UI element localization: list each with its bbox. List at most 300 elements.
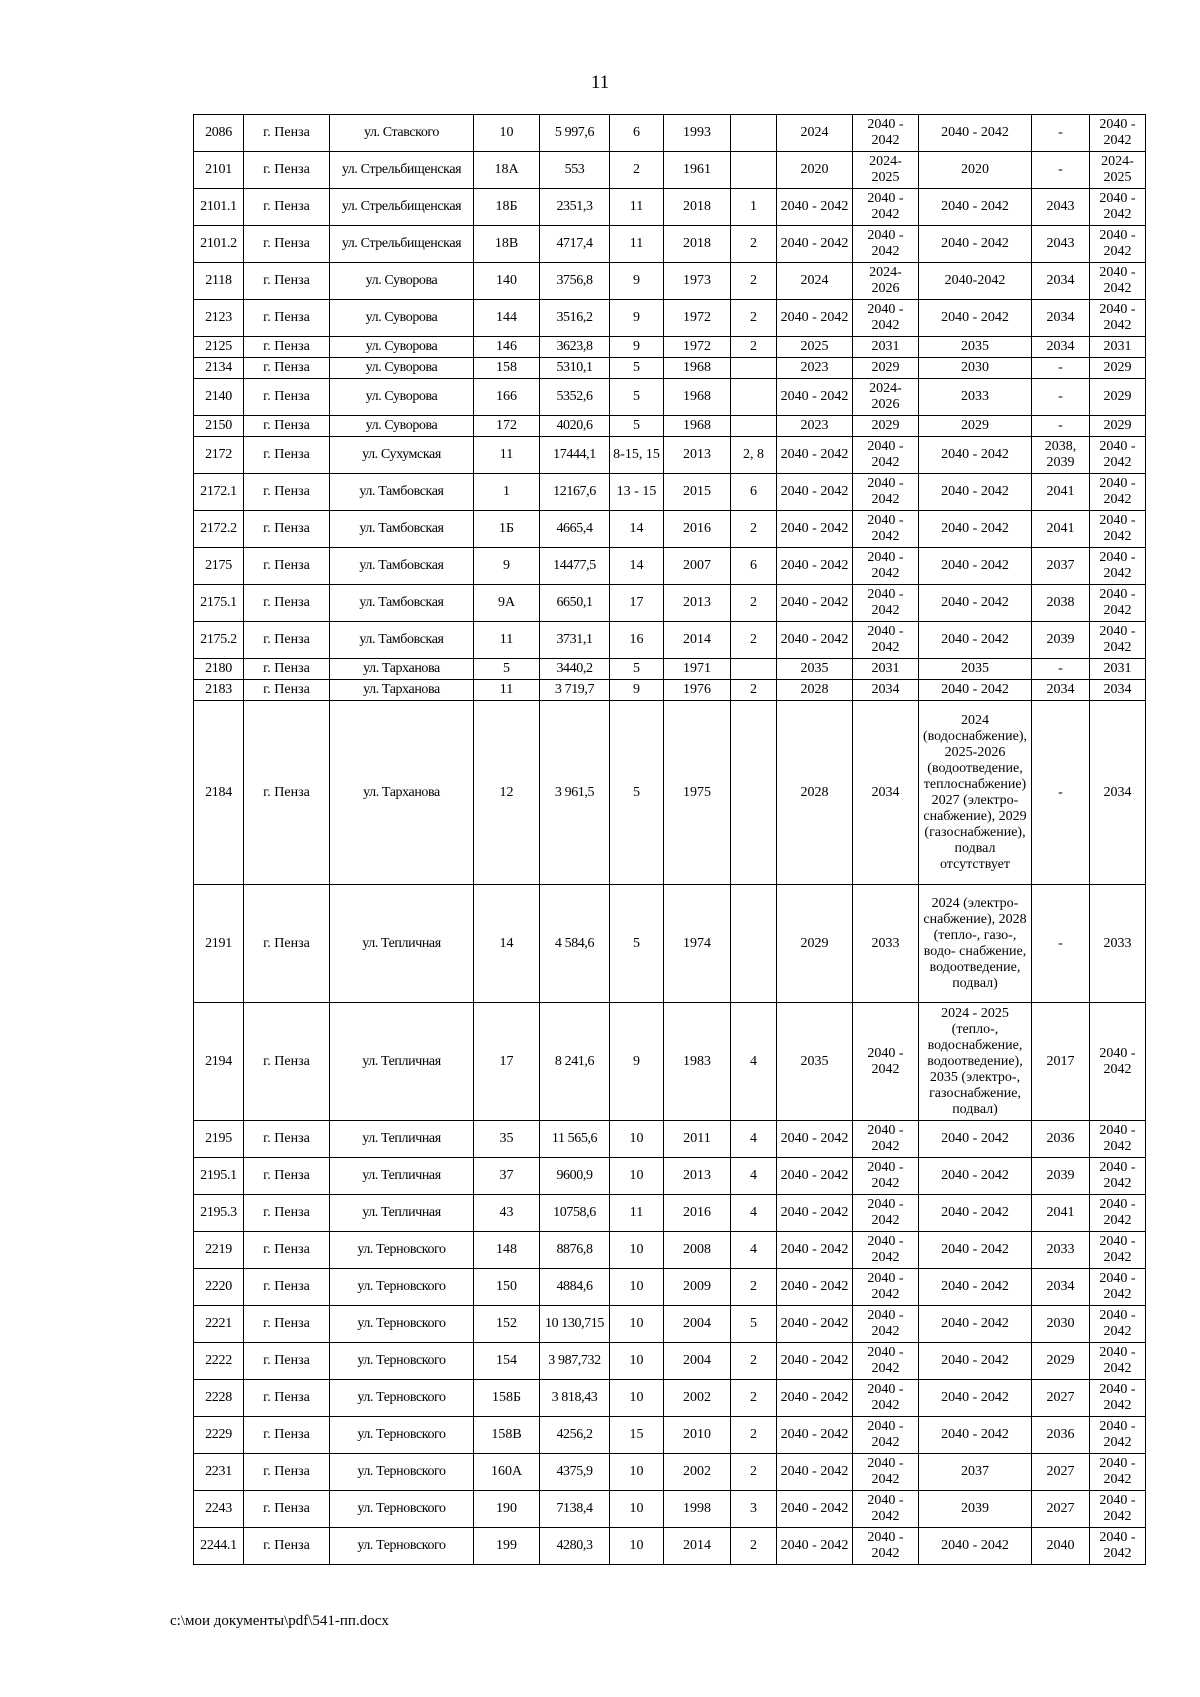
table-cell: 2040 - 2042 (777, 1269, 853, 1306)
table-cell: 10 (610, 1121, 664, 1158)
table-cell: 2040 - 2042 (777, 1121, 853, 1158)
table-cell: 11 (474, 680, 540, 701)
table-cell: 2101.1 (194, 189, 244, 226)
table-cell: 2125 (194, 337, 244, 358)
table-cell: 2040 - 2042 (777, 1306, 853, 1343)
table-cell: 2039 (1032, 622, 1090, 659)
table-cell: 4 584,6 (540, 885, 610, 1003)
table-cell: г. Пенза (244, 300, 330, 337)
table-cell: 2024 (777, 115, 853, 152)
table-cell: 10758,6 (540, 1195, 610, 1232)
table-cell: 18В (474, 226, 540, 263)
table-cell: ул. Тамбовская (330, 474, 474, 511)
table-cell: 1961 (664, 152, 731, 189)
table-cell: г. Пенза (244, 1528, 330, 1565)
table-cell: г. Пенза (244, 115, 330, 152)
table-cell: 3 961,5 (540, 701, 610, 885)
table-cell: 14 (610, 511, 664, 548)
table-cell: 2040 - 2042 (919, 1528, 1032, 1565)
table-cell: 2011 (664, 1121, 731, 1158)
table-cell: 2040 - 2042 (919, 680, 1032, 701)
table-cell: 2004 (664, 1306, 731, 1343)
table-cell: 2086 (194, 115, 244, 152)
table-cell: 5 (610, 379, 664, 416)
table-cell: 1976 (664, 680, 731, 701)
table-cell: 160А (474, 1454, 540, 1491)
table-cell: 2 (731, 1269, 777, 1306)
table-cell: 3440,2 (540, 659, 610, 680)
table-cell: 2041 (1032, 474, 1090, 511)
table-cell: 2014 (664, 622, 731, 659)
table-cell: 2040 - 2042 (1090, 189, 1146, 226)
table-cell (731, 701, 777, 885)
table-cell: 2025 (777, 337, 853, 358)
table-cell: 4020,6 (540, 416, 610, 437)
table-cell: 4256,2 (540, 1417, 610, 1454)
table-cell (731, 659, 777, 680)
table-cell: 13 - 15 (610, 474, 664, 511)
table-cell: 2040 - 2042 (1090, 226, 1146, 263)
table-cell: ул. Терновского (330, 1454, 474, 1491)
table-cell: 17444,1 (540, 437, 610, 474)
table-row (194, 1417, 1146, 1454)
table-cell: 2015 (664, 474, 731, 511)
table-cell: 2040-2042 (919, 263, 1032, 300)
table-cell: 2 (731, 680, 777, 701)
table-cell: 2040 - 2042 (777, 1380, 853, 1417)
table-cell: 2007 (664, 548, 731, 585)
table-cell: 16 (610, 622, 664, 659)
table-cell: 2027 (1032, 1454, 1090, 1491)
table-cell: 2040 - 2042 (1090, 115, 1146, 152)
table-cell: 2020 (777, 152, 853, 189)
table-cell: г. Пенза (244, 1158, 330, 1195)
table-cell: 2023 (777, 358, 853, 379)
table-cell: 2040 - 2042 (777, 585, 853, 622)
table-cell: ул. Терновского (330, 1380, 474, 1417)
table-cell: г. Пенза (244, 416, 330, 437)
table-cell: 2 (731, 1343, 777, 1380)
table-cell: 2040 - 2042 (853, 226, 919, 263)
table-cell: 1Б (474, 511, 540, 548)
table-cell: 10 (610, 1528, 664, 1565)
table-cell: ул. Суворова (330, 263, 474, 300)
table-cell: 11 (474, 437, 540, 474)
table-cell: 5352,6 (540, 379, 610, 416)
table-cell: 2040 - 2042 (919, 1306, 1032, 1343)
table-cell: 199 (474, 1528, 540, 1565)
table-cell: 158Б (474, 1380, 540, 1417)
table-cell: 2 (731, 511, 777, 548)
table-cell: 2040 - 2042 (853, 1380, 919, 1417)
table-cell: ул. Тепличная (330, 1195, 474, 1232)
table-cell: 2040 - 2042 (919, 548, 1032, 585)
table-cell: 2040 - 2042 (919, 300, 1032, 337)
table-cell: г. Пенза (244, 1195, 330, 1232)
table-cell: 2029 (919, 416, 1032, 437)
table-cell: 2023 (777, 416, 853, 437)
table-cell: ул. Терновского (330, 1343, 474, 1380)
table-row (194, 1491, 1146, 1528)
table-cell: 2040 - 2042 (919, 437, 1032, 474)
table-cell: - (1032, 659, 1090, 680)
table-cell: 2040 - 2042 (1090, 300, 1146, 337)
table-cell: 2038 (1032, 585, 1090, 622)
table-row (194, 115, 1146, 152)
table-cell: 2035 (919, 659, 1032, 680)
table-cell: 2040 - 2042 (1090, 1343, 1146, 1380)
table-cell: ул. Тамбовская (330, 548, 474, 585)
table-cell: 2027 (1032, 1491, 1090, 1528)
table-cell: 2028 (777, 680, 853, 701)
table-cell: 2 (731, 337, 777, 358)
table-cell: 2140 (194, 379, 244, 416)
table-cell: 2013 (664, 437, 731, 474)
table-cell: 2041 (1032, 1195, 1090, 1232)
table-cell: ул. Суворова (330, 300, 474, 337)
table-row (194, 358, 1146, 379)
table-cell: ул. Тепличная (330, 885, 474, 1003)
table-cell: 2016 (664, 511, 731, 548)
table-cell: 2040 (1032, 1528, 1090, 1565)
table-cell: 2031 (853, 659, 919, 680)
table-cell: 2 (731, 622, 777, 659)
table-cell: 18А (474, 152, 540, 189)
table-cell: 43 (474, 1195, 540, 1232)
table-cell: 2040 - 2042 (853, 585, 919, 622)
table-cell: 2040 - 2042 (919, 1158, 1032, 1195)
table-row (194, 416, 1146, 437)
table-row (194, 1195, 1146, 1232)
table-cell: 2034 (1090, 680, 1146, 701)
table-cell: 2004 (664, 1343, 731, 1380)
table-cell: 2034 (1032, 337, 1090, 358)
table-cell: 2172.1 (194, 474, 244, 511)
table-cell: 11 (610, 226, 664, 263)
table-cell: г. Пенза (244, 885, 330, 1003)
table-cell: 5 (610, 885, 664, 1003)
table-cell: 2040 - 2042 (1090, 437, 1146, 474)
table-cell: ул. Тамбовская (330, 622, 474, 659)
table-cell: 2 (731, 300, 777, 337)
table-cell: 11 (610, 189, 664, 226)
table-row (194, 337, 1146, 358)
table-cell: 10 (610, 1343, 664, 1380)
table-row (194, 1454, 1146, 1491)
table-cell: 9 (610, 337, 664, 358)
table-cell: 2244.1 (194, 1528, 244, 1565)
table-cell: 10 (610, 1269, 664, 1306)
table-cell: 2150 (194, 416, 244, 437)
table-cell: 2040 - 2042 (853, 115, 919, 152)
table-row (194, 1343, 1146, 1380)
table-cell: 2 (731, 1454, 777, 1491)
table-cell: 2040 - 2042 (1090, 1195, 1146, 1232)
table-cell: 2040 - 2042 (777, 548, 853, 585)
table-cell: 2009 (664, 1269, 731, 1306)
table-cell: 2 (731, 1528, 777, 1565)
table-cell: 2040 - 2042 (777, 1343, 853, 1380)
table-cell: г. Пенза (244, 1121, 330, 1158)
table-cell: 2040 - 2042 (853, 474, 919, 511)
table-cell: 9 (610, 680, 664, 701)
table-cell: 158В (474, 1417, 540, 1454)
table-cell: 5310,1 (540, 358, 610, 379)
table-cell: 2243 (194, 1491, 244, 1528)
table-row (194, 1528, 1146, 1565)
table-cell: 6 (731, 474, 777, 511)
table-cell: ул. Терновского (330, 1232, 474, 1269)
table-cell: ул. Тамбовская (330, 511, 474, 548)
table-cell: 2040 - 2042 (919, 226, 1032, 263)
table-cell: г. Пенза (244, 1269, 330, 1306)
table-cell: 2040 - 2042 (777, 1417, 853, 1454)
table-cell: г. Пенза (244, 152, 330, 189)
table-cell: 2 (731, 226, 777, 263)
table-cell: 150 (474, 1269, 540, 1306)
table-cell: 2040 - 2042 (919, 585, 1032, 622)
table-cell: 2034 (853, 701, 919, 885)
table-row (194, 226, 1146, 263)
table-cell: 2027 (1032, 1380, 1090, 1417)
table-cell: 37 (474, 1158, 540, 1195)
table-cell: ул. Стрельбищенская (330, 152, 474, 189)
table-cell: г. Пенза (244, 701, 330, 885)
table-cell: 4 (731, 1158, 777, 1195)
table-cell: 2040 - 2042 (1090, 585, 1146, 622)
table-cell: 2038, 2039 (1032, 437, 1090, 474)
table-cell: 11 (610, 1195, 664, 1232)
table-cell: 2039 (1032, 1158, 1090, 1195)
table-cell: 8 241,6 (540, 1003, 610, 1121)
table-cell: 148 (474, 1232, 540, 1269)
table-cell: 2024- 2025 (1090, 152, 1146, 189)
table-cell: 3 987,732 (540, 1343, 610, 1380)
table-cell: 2037 (1032, 548, 1090, 585)
table-cell: 10 130,715 (540, 1306, 610, 1343)
table-cell: 2040 - 2042 (853, 1491, 919, 1528)
table-cell: ул. Терновского (330, 1269, 474, 1306)
table-cell: ул. Терновского (330, 1306, 474, 1343)
table-cell: 2040 - 2042 (919, 1380, 1032, 1417)
table-cell: 2024- 2026 (853, 379, 919, 416)
table-cell: 2195.1 (194, 1158, 244, 1195)
table-cell: 2017 (1032, 1003, 1090, 1121)
table-row (194, 548, 1146, 585)
table-cell: - (1032, 379, 1090, 416)
table-cell: ул. Терновского (330, 1491, 474, 1528)
table-cell: 2351,3 (540, 189, 610, 226)
table-cell: ул. Ставского (330, 115, 474, 152)
table-cell: 2039 (919, 1491, 1032, 1528)
table-cell: 2040 - 2042 (777, 189, 853, 226)
table-cell (731, 115, 777, 152)
table-cell: 2040 - 2042 (853, 1195, 919, 1232)
table-cell: 12167,6 (540, 474, 610, 511)
table-cell: 2034 (1090, 701, 1146, 885)
table-cell: 2040 - 2042 (777, 1195, 853, 1232)
table-cell: 3 818,43 (540, 1380, 610, 1417)
table-row (194, 659, 1146, 680)
table-cell: 2040 - 2042 (919, 511, 1032, 548)
table-cell: 2041 (1032, 511, 1090, 548)
table-cell: 146 (474, 337, 540, 358)
table-cell: 2013 (664, 585, 731, 622)
table-cell: 4 (731, 1195, 777, 1232)
table-cell: 2024 (водоснабжение), 2025-2026 (водоотведение, теплоснабжение) 2027 (электро- снабжение), 2029 (газоснабжение), подвал отсутствует (919, 701, 1032, 885)
table-row (194, 1121, 1146, 1158)
table-cell: 2175 (194, 548, 244, 585)
table-cell: 5 (610, 701, 664, 885)
table-cell: 2040 - 2042 (853, 1306, 919, 1343)
table-row (194, 474, 1146, 511)
table-cell: г. Пенза (244, 189, 330, 226)
table-cell: 2040 - 2042 (1090, 1491, 1146, 1528)
table-cell: 154 (474, 1343, 540, 1380)
table-cell: 2040 - 2042 (853, 189, 919, 226)
table-cell: 2172 (194, 437, 244, 474)
table-row (194, 152, 1146, 189)
table-cell: 2040 - 2042 (853, 1158, 919, 1195)
table-cell: 2040 - 2042 (853, 437, 919, 474)
table-cell: 2040 - 2042 (1090, 1121, 1146, 1158)
table-cell: 2040 - 2042 (1090, 1003, 1146, 1121)
table-cell: 1 (474, 474, 540, 511)
table-cell: 4 (731, 1232, 777, 1269)
table-cell: 2031 (1090, 659, 1146, 680)
table-cell: 6 (610, 115, 664, 152)
table-cell: 2043 (1032, 189, 1090, 226)
table-cell: 2029 (777, 885, 853, 1003)
table-cell: 10 (474, 115, 540, 152)
table-cell: 1998 (664, 1491, 731, 1528)
table-cell: 2024- 2025 (853, 152, 919, 189)
table-cell: 2031 (853, 337, 919, 358)
table-cell: 553 (540, 152, 610, 189)
table-cell: 2040 - 2042 (1090, 474, 1146, 511)
table-cell: 2 (610, 152, 664, 189)
table-cell: 2033 (853, 885, 919, 1003)
table-cell: 8-15, 15 (610, 437, 664, 474)
table-cell: 2040 - 2042 (919, 474, 1032, 511)
table-cell: 6 (731, 548, 777, 585)
table-cell: 2016 (664, 1195, 731, 1232)
table-cell: 2040 - 2042 (1090, 1417, 1146, 1454)
table-cell: г. Пенза (244, 337, 330, 358)
table-cell: 3623,8 (540, 337, 610, 358)
table-cell: 4 (731, 1003, 777, 1121)
table-cell: 10 (610, 1306, 664, 1343)
table-cell: 17 (610, 585, 664, 622)
table-cell: ул. Суворова (330, 337, 474, 358)
table-cell: 2195.3 (194, 1195, 244, 1232)
table-cell: 2180 (194, 659, 244, 680)
table-cell: 2172.2 (194, 511, 244, 548)
table-cell: 1972 (664, 337, 731, 358)
table-cell: 2118 (194, 263, 244, 300)
table-cell: 1993 (664, 115, 731, 152)
table-cell: 1974 (664, 885, 731, 1003)
table-cell: 2040 - 2042 (1090, 1269, 1146, 1306)
table-cell: 5 (474, 659, 540, 680)
table-cell: 2040 - 2042 (853, 1269, 919, 1306)
table-cell: 4375,9 (540, 1454, 610, 1491)
table-cell: г. Пенза (244, 263, 330, 300)
table-cell: 2043 (1032, 226, 1090, 263)
table-cell: 2036 (1032, 1121, 1090, 1158)
table-cell: 2036 (1032, 1417, 1090, 1454)
table-cell: ул. Терновского (330, 1528, 474, 1565)
table-cell: 3 719,7 (540, 680, 610, 701)
table-cell: 2040 - 2042 (919, 189, 1032, 226)
table-cell: 158 (474, 358, 540, 379)
table-cell: 2175.1 (194, 585, 244, 622)
table-cell: 1968 (664, 358, 731, 379)
table-cell: 2034 (1032, 1269, 1090, 1306)
table-row (194, 885, 1146, 1003)
table-cell: 2040 - 2042 (853, 300, 919, 337)
table-row (194, 189, 1146, 226)
table-cell: 140 (474, 263, 540, 300)
table-cell: 3731,1 (540, 622, 610, 659)
table-cell: ул. Тарханова (330, 680, 474, 701)
table-cell: 9600,9 (540, 1158, 610, 1195)
table-cell: 15 (610, 1417, 664, 1454)
table-cell: 2040 - 2042 (777, 1491, 853, 1528)
table-cell: 2175.2 (194, 622, 244, 659)
table-cell: ул. Тепличная (330, 1158, 474, 1195)
table-cell: 2221 (194, 1306, 244, 1343)
table-cell: ул. Суворова (330, 358, 474, 379)
table-cell: 1 (731, 189, 777, 226)
table-cell: 2035 (919, 337, 1032, 358)
table-cell: 2040 - 2042 (919, 622, 1032, 659)
table-cell: 2 (731, 263, 777, 300)
table-cell: 2033 (1032, 1232, 1090, 1269)
table-cell: 2033 (1090, 885, 1146, 1003)
table-cell: 2040 - 2042 (777, 1158, 853, 1195)
table-cell: 2040 - 2042 (777, 300, 853, 337)
table-cell: 8876,8 (540, 1232, 610, 1269)
table-cell: 2029 (1032, 1343, 1090, 1380)
table-cell: 2231 (194, 1454, 244, 1491)
table-cell: - (1032, 416, 1090, 437)
table-cell (731, 379, 777, 416)
table-cell: ул. Стрельбищенская (330, 226, 474, 263)
table-cell: 1971 (664, 659, 731, 680)
table-cell: 144 (474, 300, 540, 337)
table-cell: 1983 (664, 1003, 731, 1121)
table-cell: 3516,2 (540, 300, 610, 337)
table-cell: 2228 (194, 1380, 244, 1417)
table-cell: 4280,3 (540, 1528, 610, 1565)
table-cell: 4717,4 (540, 226, 610, 263)
table-cell (731, 885, 777, 1003)
table-cell: 2018 (664, 226, 731, 263)
table-cell: - (1032, 358, 1090, 379)
table-cell: 2040 - 2042 (777, 511, 853, 548)
table-cell: 2183 (194, 680, 244, 701)
table-cell (731, 152, 777, 189)
table-cell: 2040 - 2042 (777, 379, 853, 416)
table-cell: 2002 (664, 1380, 731, 1417)
table-cell: 18Б (474, 189, 540, 226)
table-cell: 2040 - 2042 (777, 226, 853, 263)
table-cell: 2040 - 2042 (1090, 1306, 1146, 1343)
table-cell: - (1032, 115, 1090, 152)
table-cell: г. Пенза (244, 622, 330, 659)
housing-table (193, 114, 1146, 1565)
